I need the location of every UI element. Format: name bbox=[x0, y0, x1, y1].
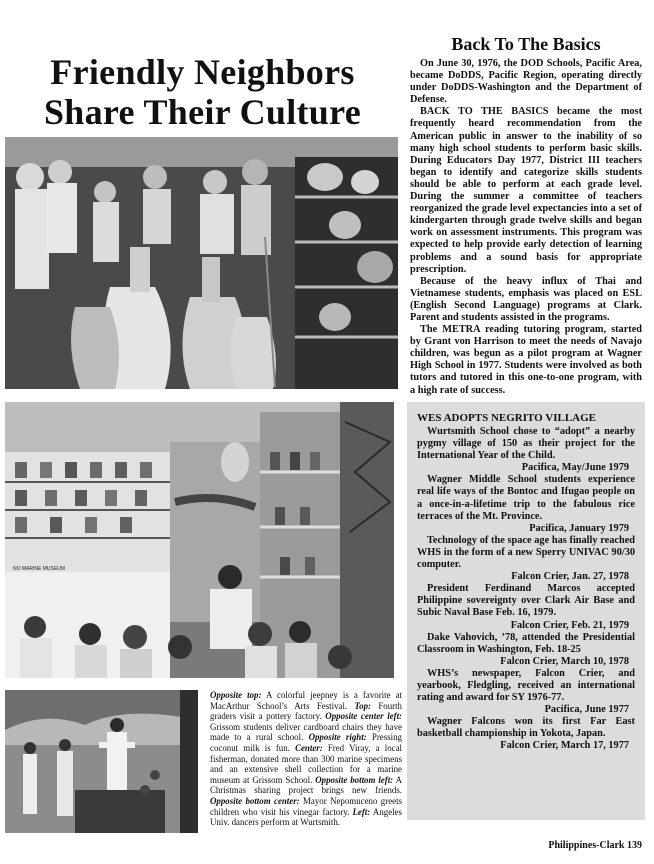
sidebar-item-source: Falcon Crier, March 10, 1978 bbox=[500, 655, 629, 667]
pottery-factory-photo bbox=[5, 137, 398, 389]
article-title: Back To The Basics bbox=[451, 34, 601, 54]
caption-label-left: Left: bbox=[352, 806, 371, 817]
article-paragraph: BACK TO THE BASICS became the most frequently heard recommendation from the American public in answer to the inability of so many high school students to perform basic skills. During Educators Day 1977, District III teachers began to identify and categorize skills students should be able to perform at each grade level. During the summer a committee of teachers reorganized the grade level expectancies into a set of kindergarten through grade twelve skills and began work on assessment instruments. This program was expected to help provide early detection of learning problems and a sound basis for appropriate prescription. bbox=[410, 106, 642, 275]
caption-label-opposite-center-left: Opposite center left: bbox=[325, 711, 402, 722]
headline-line-1: Friendly Neighbors bbox=[50, 52, 355, 92]
sidebar-item-text: Wagner Falcons won its first Far East basketball championship in Yokota, Japan. bbox=[417, 716, 635, 740]
marine-museum-photo bbox=[5, 402, 394, 678]
sidebar-item-source: Pacifica, May/June 1979 bbox=[521, 462, 629, 474]
sidebar-title: WES ADOPTS NEGRITO VILLAGE bbox=[417, 412, 597, 424]
sidebar-item-text: Wagner Middle School students experience real life ways of the Bontoc and Ifugao people on a once-in-a-lifetime trip to the fabulous rice terraces of the Mt. Province. bbox=[417, 474, 635, 522]
news-sidebar-box bbox=[407, 402, 645, 820]
caption-label-opposite-bottom-left: Opposite bottom left: bbox=[315, 774, 394, 785]
sidebar-item-text: Wurtsmith School chose to “adopt” a nearby pygmy village of 150 as their project for the International Year of the Child. bbox=[417, 426, 635, 462]
caption-label-opposite-top: Opposite top: bbox=[210, 690, 262, 700]
caption-text-opposite-top: A colorful jeepney is a favorite at MacArthur School’s Arts Festival. bbox=[210, 690, 403, 711]
sidebar-item-source: Falcon Crier, Feb. 21, 1979 bbox=[510, 619, 629, 631]
page-headline bbox=[10, 52, 395, 132]
caption-text-top: Fourth graders visit a pottery factory. bbox=[210, 700, 402, 722]
museum-sign-text: NO MARINE MUSEUM bbox=[13, 566, 65, 572]
page-top-artifact bbox=[100, 0, 180, 8]
photo-captions bbox=[210, 690, 402, 828]
sidebar-item-text: President Ferdinand Marcos accepted Philippine sovereignty over Clark Air Base and Subic Naval Base Feb. 16, 1979. bbox=[417, 583, 635, 619]
caption-label-opposite-right: Opposite right: bbox=[308, 732, 367, 743]
sidebar-item-source: Falcon Crier, March 17, 1977 bbox=[500, 740, 629, 752]
page-footer: Philippines-Clark 139 bbox=[548, 840, 642, 851]
headline-line-2: Share Their Culture bbox=[43, 92, 362, 132]
article-body bbox=[410, 58, 642, 397]
caption-label-center: Center: bbox=[295, 742, 323, 753]
sidebar-items bbox=[417, 426, 635, 753]
caption-label-top: Top: bbox=[354, 700, 371, 711]
caption-label-opposite-bottom-center: Opposite bottom center: bbox=[210, 795, 300, 806]
sidebar-item-source: Pacifica, January 1979 bbox=[529, 522, 629, 534]
caption-text-center: Fred Viray, a local fisherman, donated more than 300 marine specimens and an extensive shell collection for a marine museum at Grissom School. bbox=[210, 742, 402, 785]
sidebar-item-text: Dake Vahovich, ’78, attended the Presidential Classroom in Washington, Feb. 18-25 bbox=[417, 631, 635, 655]
sidebar-item-text: Technology of the space age has finally reached WHS in the form of a new Sperry UNIVAC 90/30 computer. bbox=[417, 534, 635, 571]
dancers-photo bbox=[5, 690, 198, 833]
sidebar-item-source: Pacifica, June 1977 bbox=[544, 704, 629, 716]
caption-text-left: Angeles Univ. dancers perform at Wurtsmith. bbox=[210, 806, 402, 828]
article-paragraph: Because of the heavy influx of Thai and Vietnamese students, emphasis was placed on ESL (English Second Language) programs at Clark. Parent and students assisted in the programs. bbox=[410, 275, 642, 323]
caption-text-opposite-right: Pressing coconut milk is fun. bbox=[210, 732, 402, 753]
caption-text-opposite-center-left: Grissom students deliver cardboard chairs they have made to a rural school. bbox=[210, 721, 402, 743]
article-paragraph: The METRA reading tutoring program, started by Grant von Harrison to meet the needs of Navajo children, was begun as a pilot program at Wagner High School in 1977. Students were involved as both tutors and tutored in this one-to-one program, with a high rate of success. bbox=[410, 324, 642, 396]
sidebar-item-text: WHS’s newspaper, Falcon Crier, and yearbook, Fledgling, received an international rating and award for SY 1976-77. bbox=[417, 667, 635, 704]
sidebar-item-source: Falcon Crier, Jan. 27, 1978 bbox=[511, 571, 629, 583]
caption-text-opposite-bottom-center: Mayor Nepomuceno greets children who visit his vinegar factory. bbox=[210, 795, 402, 817]
caption-text-opposite-bottom-left: A Christmas sharing project brings new friends. bbox=[210, 774, 402, 796]
article-paragraph: On June 30, 1976, the DOD Schools, Pacific Area, became DoDDS, Pacific Region, operating directly under DoDDS-Washington and the Department of Defense. bbox=[410, 58, 642, 106]
